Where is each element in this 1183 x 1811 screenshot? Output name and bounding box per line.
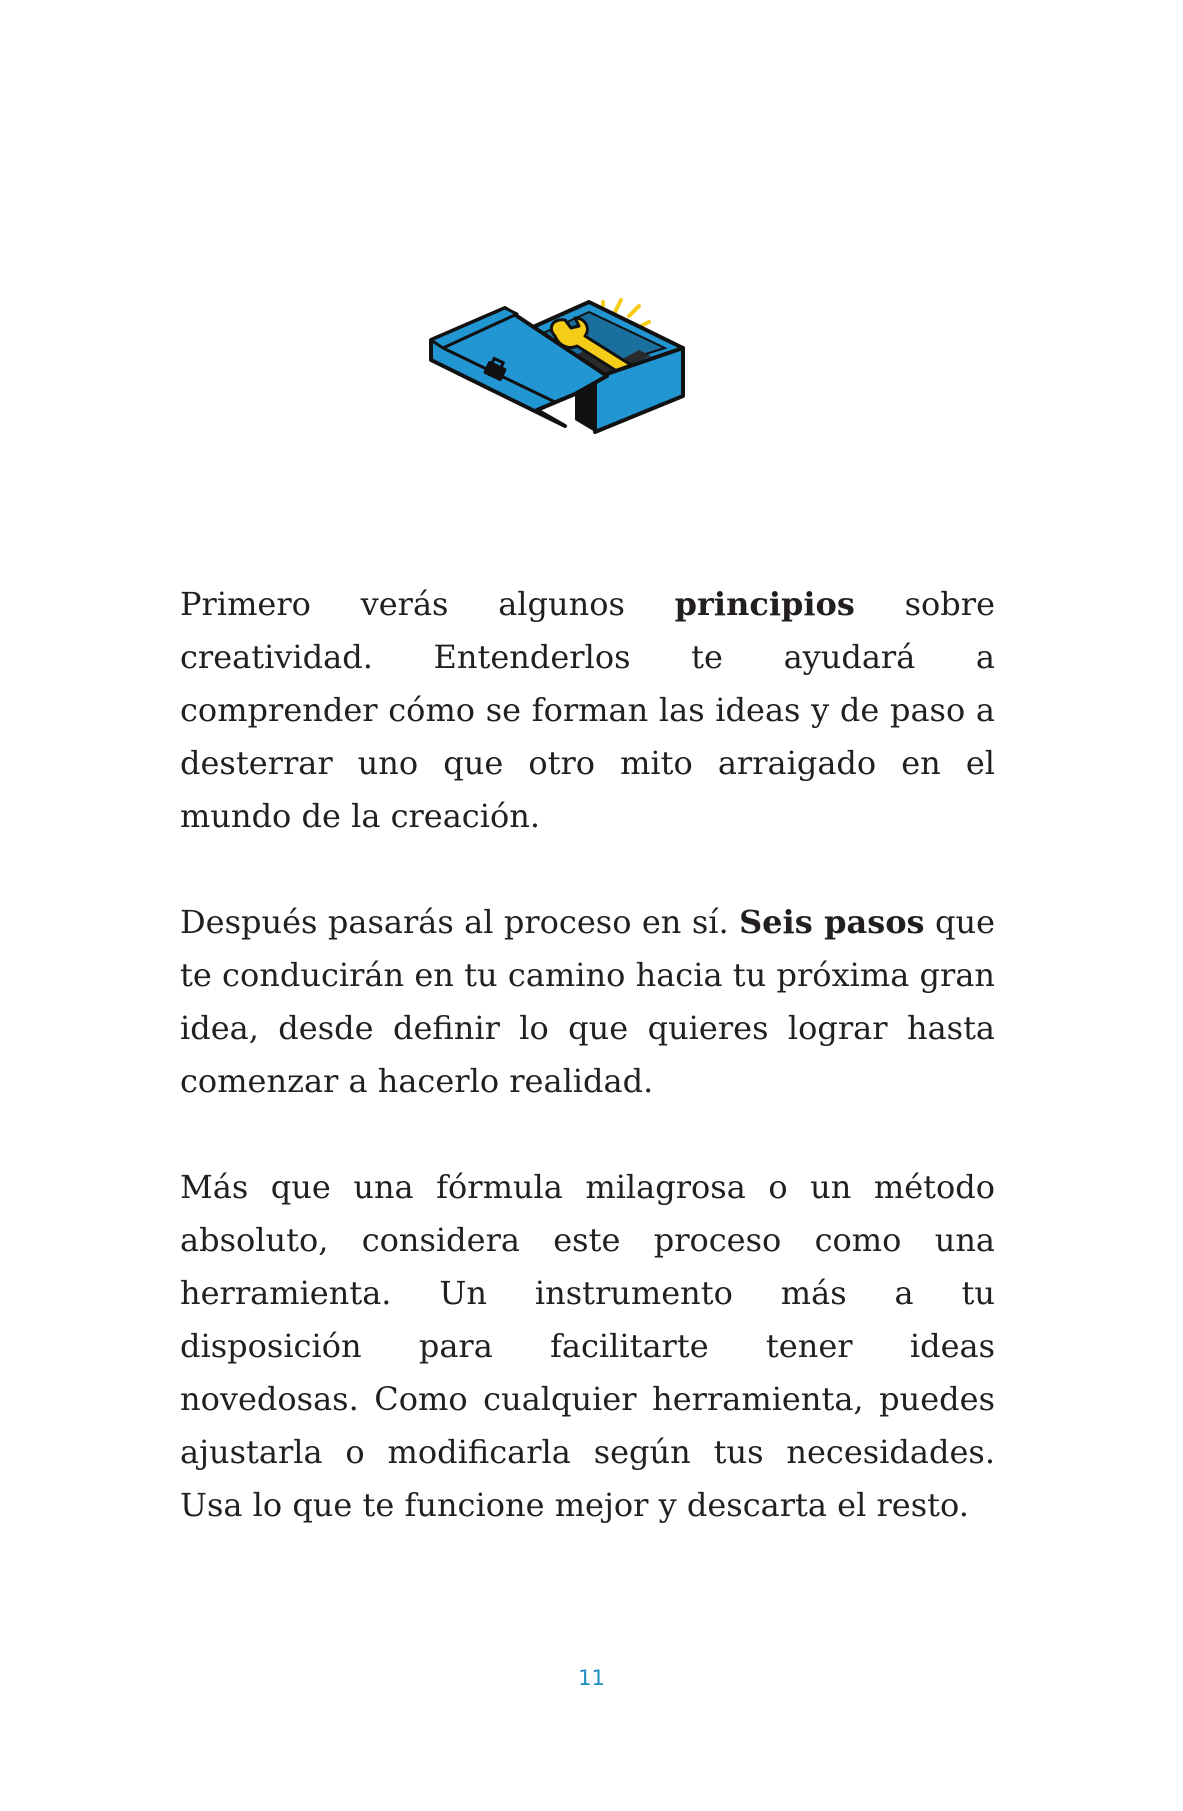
paragraph: Más que una fórmula milagrosa o un método absoluto, considera este proceso como una herramienta. Un instrumento más a tu disposición para facilitarte tener ideas novedosas. Como cualquier herramienta, puedes ajustarla o modificarla según tus necesidades. Usa lo que te funcione mejor y descarta el resto.: [180, 1168, 995, 1524]
paragraph: Primero verás algunos principios sobre creatividad. Entenderlos te ayudará a comprender cómo se forman las ideas y de paso a desterrar uno que otro mito arraigado en el mundo de la creación.: [180, 585, 996, 835]
body-text: [180, 578, 995, 1532]
paragraph: Después pasarás al proceso en sí. Seis pasos que te conducirán en tu camino hacia tu próxima gran idea, desde definir lo que quieres lograr hasta comenzar a hacerlo realidad.: [180, 903, 996, 1100]
emphasis: Seis pasos: [739, 903, 925, 941]
emphasis: principios: [674, 585, 855, 623]
page-number: 11: [578, 1666, 605, 1690]
toolbox-with-wrench-icon: [425, 298, 725, 458]
